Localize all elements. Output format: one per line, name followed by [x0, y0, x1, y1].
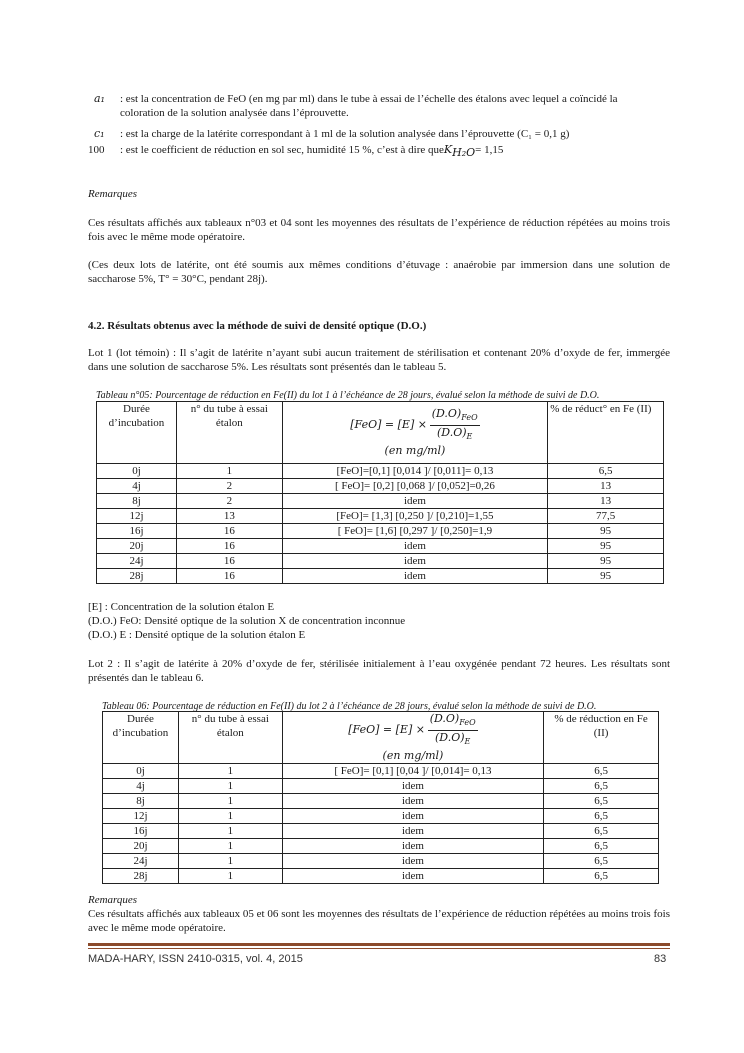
conditions-paragraph: (Ces deux lots de latérite, ont été soumis aux mêmes conditions d’étuvage : anaérobie par immersion dans une solution de saccharose 5%, T° = 30°C, pendant 28j).	[88, 259, 670, 285]
table-row	[103, 869, 659, 884]
cell-formula: [ FeO]= [0,2] [0,068 ]/ [0,052]=0,26	[282, 479, 547, 494]
table-row	[97, 494, 664, 509]
cell-duree: 20j	[103, 839, 179, 854]
cell-reduction: 6,5	[548, 464, 664, 479]
cell-formula: idem	[282, 569, 547, 584]
cell-reduction: 77,5	[548, 509, 664, 524]
legend-do-feo: (D.O.) FeO: Densité optique de la solution X de concentration inconnue	[88, 615, 406, 627]
table-row	[97, 569, 664, 584]
cell-reduction: 95	[548, 569, 664, 584]
cell-formula: idem	[282, 779, 543, 794]
cell-reduction: 6,5	[544, 779, 659, 794]
cell-formula: idem	[282, 824, 543, 839]
header-tube: n° du tube à essai étalon	[176, 402, 282, 464]
cell-tube: 16	[176, 539, 282, 554]
cell-duree: 24j	[97, 554, 177, 569]
cell-tube: 16	[176, 524, 282, 539]
cell-tube: 2	[176, 479, 282, 494]
footer-journal: MADA-HARY, ISSN 2410-0315, vol. 4, 2015	[88, 953, 303, 965]
table-row	[103, 854, 659, 869]
cell-duree: 20j	[97, 539, 177, 554]
cell-formula: idem	[282, 854, 543, 869]
remarques-title: Remarques	[88, 188, 138, 200]
table-row	[97, 509, 664, 524]
footer-rule-thin	[88, 948, 670, 949]
cell-tube: 1	[178, 824, 282, 839]
header-reduction: % de réduction en Fe (II)	[544, 712, 659, 764]
table-row	[97, 539, 664, 554]
table-row	[103, 779, 659, 794]
table-header-row	[103, 712, 659, 764]
cell-reduction: 95	[548, 554, 664, 569]
remarques-paragraph: Ces résultats affichés aux tableaux 05 et 06 sont les moyennes des résultats de l’expérience de réduction répétées au moins trois fois avec le même mode opératoire.	[88, 908, 670, 934]
definition-c1	[88, 127, 663, 142]
table-row	[97, 554, 664, 569]
cell-duree: 4j	[97, 479, 177, 494]
cell-formula: [FeO]= [1,3] [0,250 ]/ [0,210]=1,55	[282, 509, 547, 524]
cell-duree: 28j	[97, 569, 177, 584]
header-duree: Durée d’incubation	[103, 712, 179, 764]
cell-reduction: 6,5	[544, 869, 659, 884]
cell-tube: 1	[178, 869, 282, 884]
table-row	[103, 794, 659, 809]
cell-duree: 4j	[103, 779, 179, 794]
legend-do-e: (D.O.) E : Densité optique de la solution étalon E	[88, 629, 306, 641]
cell-duree: 12j	[103, 809, 179, 824]
cell-duree: 8j	[97, 494, 177, 509]
cell-tube: 13	[176, 509, 282, 524]
table-row	[97, 524, 664, 539]
cell-formula: idem	[282, 839, 543, 854]
cell-reduction: 13	[548, 494, 664, 509]
cell-reduction: 6,5	[544, 854, 659, 869]
section-heading: 4.2. Résultats obtenus avec la méthode de suivi de densité optique (D.O.)	[88, 320, 427, 332]
remarques-title: Remarques	[88, 894, 138, 906]
cell-tube: 16	[176, 569, 282, 584]
symbol-100: 100	[88, 144, 105, 156]
cell-formula: idem	[282, 869, 543, 884]
table-row	[103, 839, 659, 854]
cell-tube: 16	[176, 554, 282, 569]
lot1-paragraph: Lot 1 (lot témoin) : Il s’agit de latérite n’ayant subi aucun traitement de stérilisation et contenant 20% d’oxyde de fer, immergée dans une solution de saccharose 5%. Les résultats sont présentés dan le tableau 5.	[88, 347, 670, 373]
cell-duree: 0j	[97, 464, 177, 479]
definition-text: : est le coefficient de réduction en sol sec, humidité 15 %, c’est à dire queK$_{H_2O}$= 1,15	[120, 143, 504, 160]
cell-duree: 16j	[103, 824, 179, 839]
cell-duree: 28j	[103, 869, 179, 884]
symbol-c1: c₁	[94, 127, 105, 140]
cell-reduction: 95	[548, 524, 664, 539]
cell-reduction: 6,5	[544, 794, 659, 809]
cell-tube: 1	[178, 839, 282, 854]
definition-text: : est la charge de la latérite correspondant à 1 ml de la solution analysée dans l’éprouvette (C₁ = 0,1 g)	[120, 128, 570, 140]
cell-duree: 0j	[103, 764, 179, 779]
header-tube: n° du tube à essai étalon	[178, 712, 282, 764]
footer-rule	[88, 943, 670, 946]
cell-formula: idem	[282, 809, 543, 824]
table-header-row	[97, 402, 664, 464]
table5-caption: Tableau n°05: Pourcentage de réduction en Fe(II) du lot 1 à l’échéance de 28 jours, évalué selon la méthode de suivi de D.O.	[96, 390, 600, 401]
cell-formula: [ FeO]= [1,6] [0,297 ]/ [0,250]=1,9	[282, 524, 547, 539]
cell-reduction: 6,5	[544, 809, 659, 824]
symbol-a1: a₁	[94, 92, 105, 105]
header-reduction: % de réduct° en Fe (II)	[548, 402, 664, 464]
cell-tube: 1	[178, 809, 282, 824]
cell-reduction: 13	[548, 479, 664, 494]
cell-formula: idem	[282, 494, 547, 509]
cell-formula: [ FeO]= [0,1] [0,04 ]/ [0,014]= 0,13	[282, 764, 543, 779]
cell-duree: 8j	[103, 794, 179, 809]
table5-body	[97, 464, 664, 584]
cell-tube: 1	[178, 779, 282, 794]
remarques-paragraph: Ces résultats affichés aux tableaux n°03 et 04 sont les moyennes des résultats de l’expérience de réduction répétées au moins trois fois avec le même mode opératoire.	[88, 217, 670, 243]
cell-formula: idem	[282, 794, 543, 809]
definition-100	[88, 143, 663, 158]
table-row	[97, 464, 664, 479]
cell-tube: 1	[178, 854, 282, 869]
cell-tube: 1	[176, 464, 282, 479]
cell-reduction: 95	[548, 539, 664, 554]
header-formula: [FeO] = [E] × $\frac{(D.O)_{FeO}}{(D.O)_E}$ (en mg/ml)	[282, 402, 547, 464]
lot2-paragraph: Lot 2 : Il s’agit de latérite à 20% d’oxyde de fer, stérilisée initialement à l’eau oxygénée pendant 72 heures. Les résultats sont présentés dan le tableau 6.	[88, 658, 670, 684]
table-row	[103, 809, 659, 824]
cell-duree: 12j	[97, 509, 177, 524]
cell-reduction: 6,5	[544, 824, 659, 839]
definition-text: : est la concentration de FeO (en mg par ml) dans le tube à essai de l’échelle des étalons avec lequel a coïncidé la coloration de la solution analysée dans l’éprouvette.	[120, 93, 618, 119]
page-number: 83	[654, 953, 667, 965]
cell-tube: 1	[178, 794, 282, 809]
table5	[96, 401, 664, 584]
table6-body	[103, 764, 659, 884]
table-row	[97, 479, 664, 494]
cell-formula: [FeO]=[0,1] [0,014 ]/ [0,011]= 0,13	[282, 464, 547, 479]
cell-reduction: 6,5	[544, 839, 659, 854]
table6-caption: Tableau 06: Pourcentage de réduction en Fe(II) du lot 2 à l’échéance de 28 jours, évalué selon la méthode de suivi de D.O.	[102, 701, 597, 712]
cell-duree: 24j	[103, 854, 179, 869]
cell-tube: 2	[176, 494, 282, 509]
cell-reduction: 6,5	[544, 764, 659, 779]
header-duree: Durée d’incubation	[97, 402, 177, 464]
header-formula: [FeO] = [E] × $\frac{(D.O)_{FeO}}{(D.O)_E}$ (en mg/ml)	[282, 712, 543, 764]
cell-tube: 1	[178, 764, 282, 779]
cell-formula: idem	[282, 539, 547, 554]
table-row	[103, 764, 659, 779]
cell-duree: 16j	[97, 524, 177, 539]
table-row	[103, 824, 659, 839]
table6	[102, 711, 659, 884]
definition-a1	[88, 92, 663, 122]
cell-formula: idem	[282, 554, 547, 569]
legend-e: [E] : Concentration de la solution étalon E	[88, 601, 275, 613]
